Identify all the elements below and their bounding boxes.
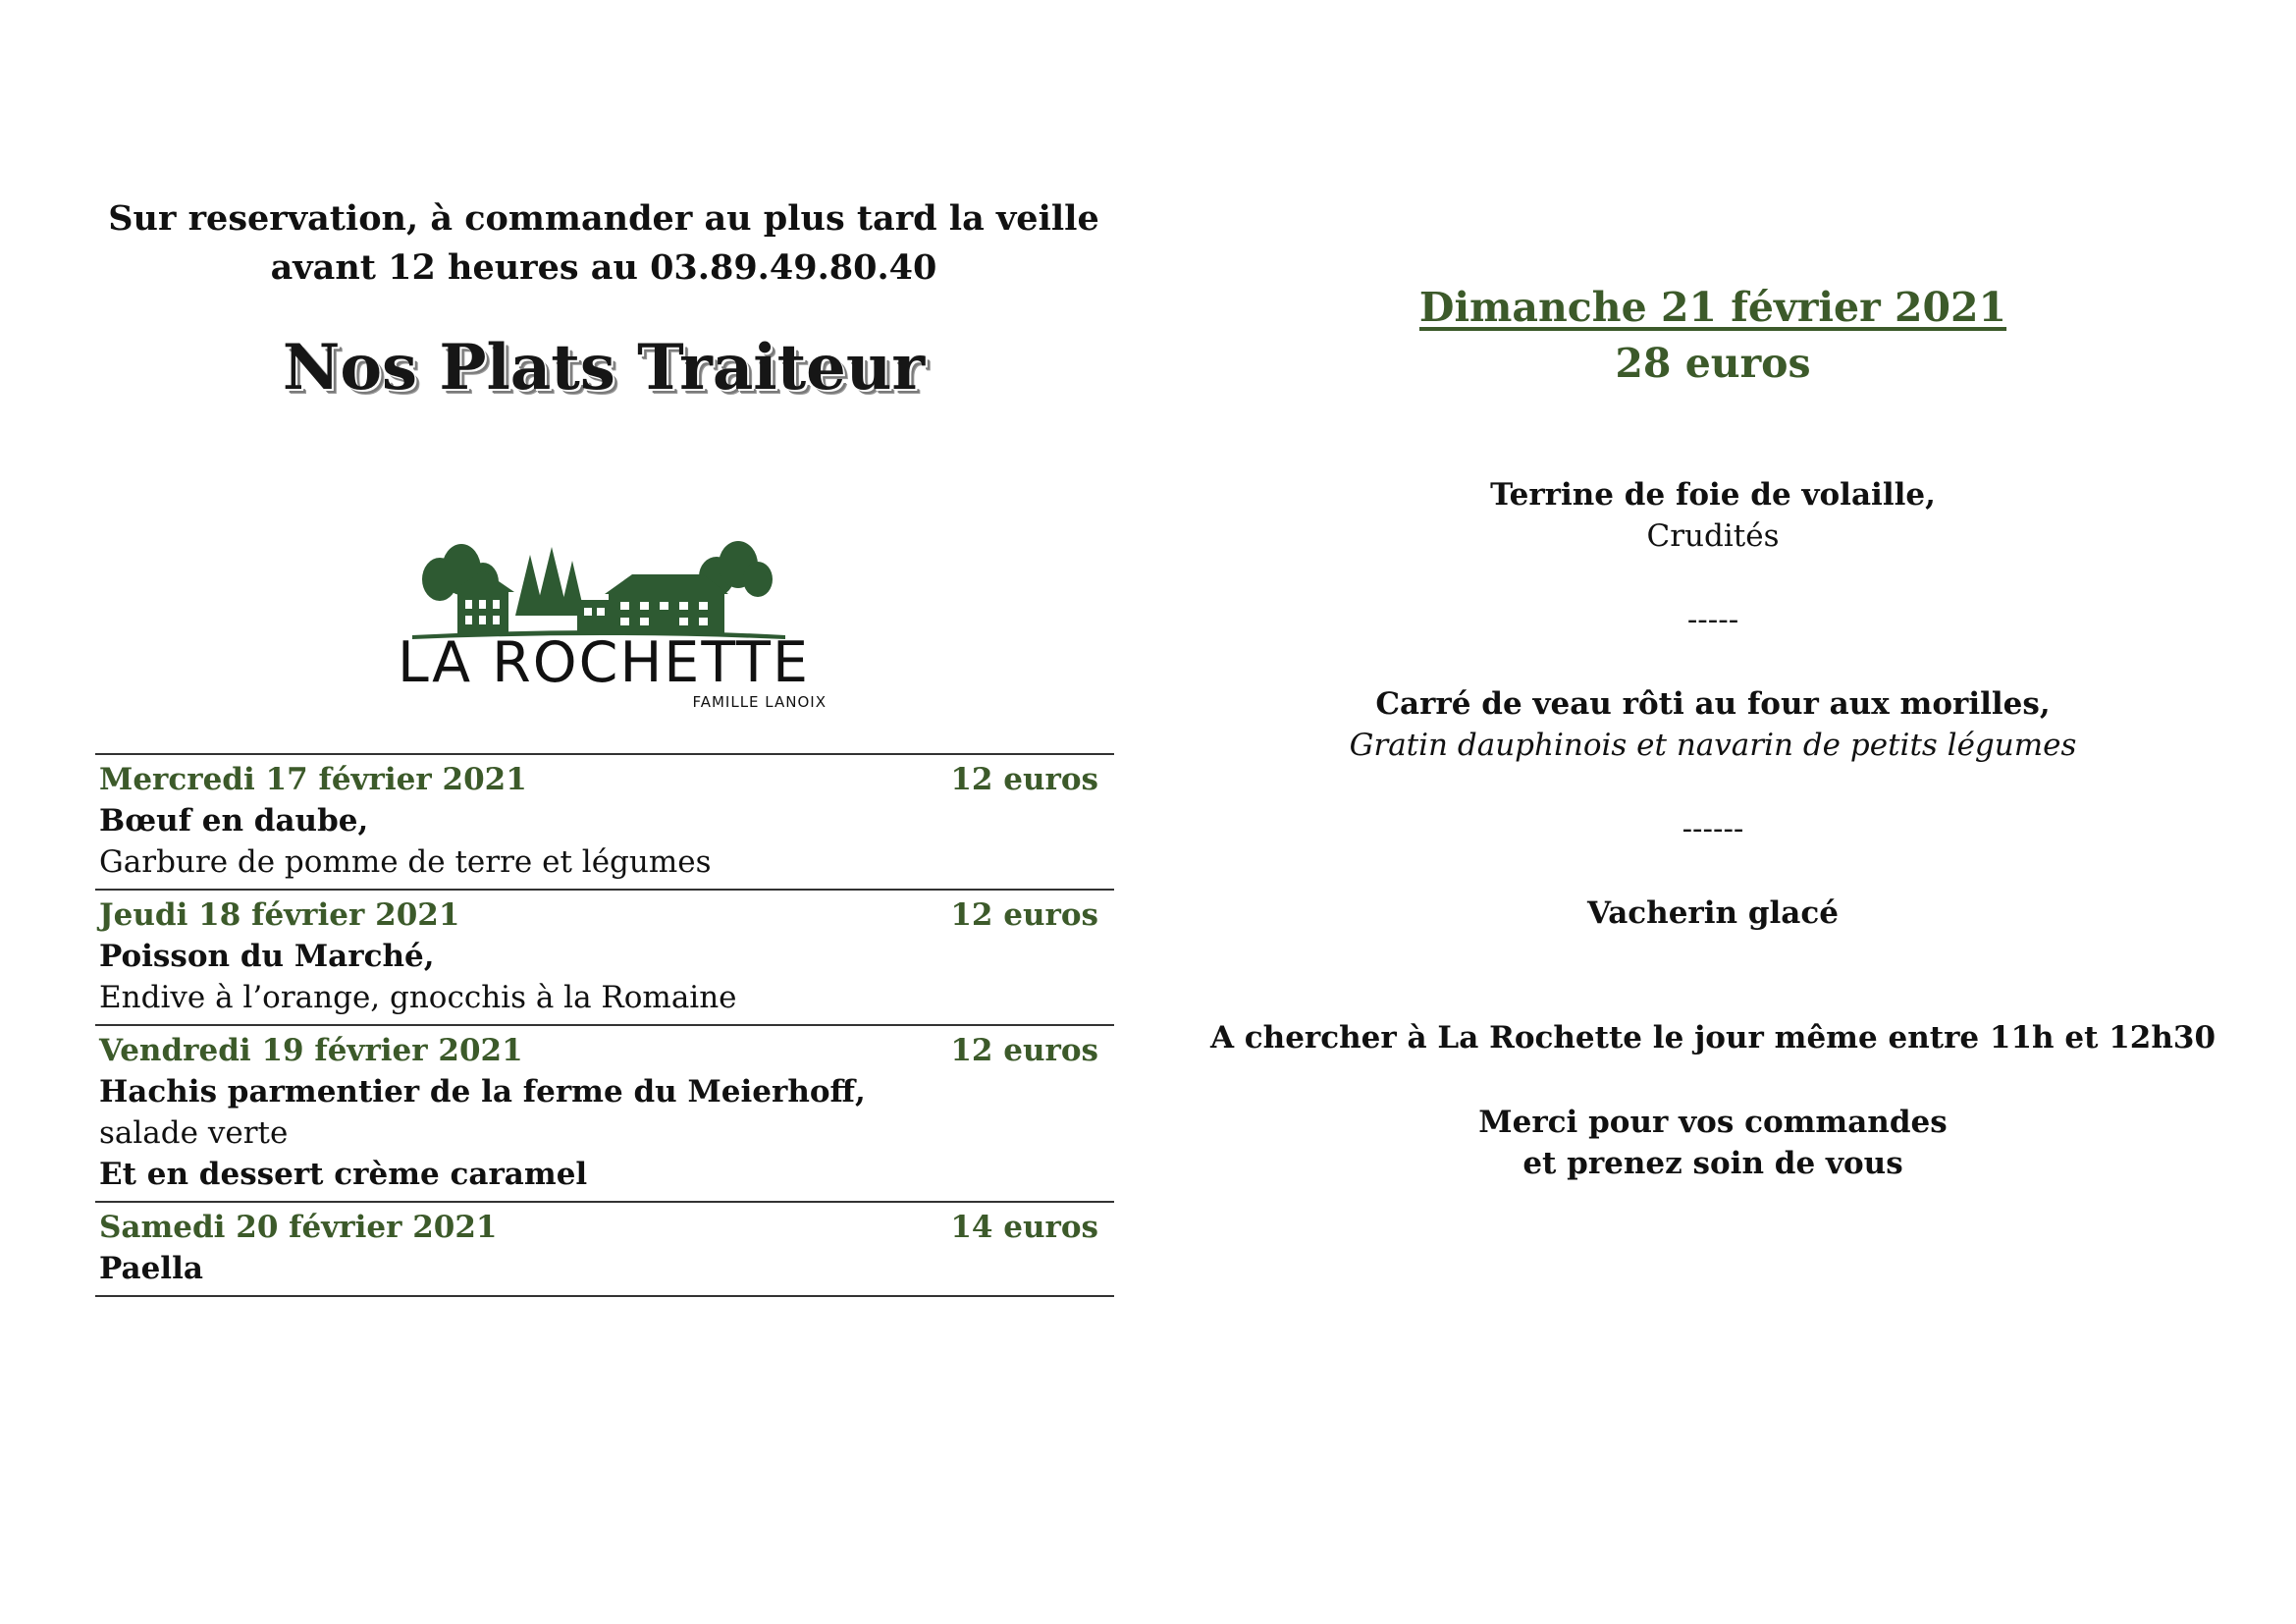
dish-main: Hachis parmentier de la ferme du Meierhoff, bbox=[99, 1074, 866, 1110]
dish-main: Poisson du Marché, bbox=[99, 939, 435, 974]
pickup-info: A chercher à La Rochette le jour même entre 11h et 12h30 bbox=[1209, 1020, 2216, 1056]
dish-side: Garbure de pomme de terre et légumes bbox=[99, 844, 712, 880]
dish-main: Paella bbox=[99, 1251, 203, 1286]
dish-side: Endive à l’orange, gnocchis à la Romaine bbox=[99, 980, 737, 1015]
day-row-wednesday bbox=[95, 753, 1114, 889]
sunday-date: Dimanche 21 février 2021 bbox=[1418, 284, 2007, 331]
day-price: 14 euros bbox=[950, 1210, 1098, 1245]
day-title: Mercredi 17 février 2021 bbox=[99, 762, 527, 797]
reservation-line-2: avant 12 heures au 03.89.49.80.40 bbox=[270, 247, 937, 288]
separator: ----- bbox=[1686, 602, 1739, 637]
separator: ------ bbox=[1682, 811, 1744, 846]
sunday-main: Carré de veau rôti au four aux morilles, bbox=[1375, 686, 2051, 722]
dish-dessert: Et en dessert crème caramel bbox=[99, 1157, 588, 1192]
day-price: 12 euros bbox=[950, 1033, 1098, 1068]
sunday-main-side: Gratin dauphinois et navarin de petits légumes bbox=[1349, 728, 2077, 763]
dish-main: Bœuf en daube, bbox=[99, 803, 369, 839]
day-row-friday bbox=[95, 1024, 1114, 1201]
logo-wordmark: LA ROCHETTE bbox=[398, 630, 810, 695]
page-title: Nos Plats Traiteur bbox=[282, 331, 926, 405]
day-title: Samedi 20 février 2021 bbox=[99, 1210, 498, 1245]
day-price: 12 euros bbox=[950, 762, 1098, 797]
sunday-price: 28 euros bbox=[1615, 340, 1811, 387]
day-price: 12 euros bbox=[950, 897, 1098, 933]
day-row-saturday bbox=[95, 1201, 1114, 1297]
reservation-line-1: Sur reservation, à commander au plus tard la veille bbox=[108, 198, 1099, 239]
logo-subtitle: FAMILLE LANOIX bbox=[692, 693, 827, 711]
thanks-line-2: et prenez soin de vous bbox=[1522, 1146, 1903, 1181]
day-row-thursday bbox=[95, 889, 1114, 1024]
weekday-menu-table bbox=[95, 753, 1114, 1297]
reservation-notice bbox=[98, 194, 1109, 293]
thanks-line-1: Merci pour vos commandes bbox=[1478, 1105, 1948, 1140]
day-title: Vendredi 19 février 2021 bbox=[99, 1033, 523, 1068]
sunday-starter: Terrine de foie de volaille, bbox=[1490, 477, 1936, 513]
sunday-dessert: Vacherin glacé bbox=[1586, 895, 1839, 931]
day-title: Jeudi 18 février 2021 bbox=[99, 897, 460, 933]
sunday-starter-side: Crudités bbox=[1646, 518, 1780, 554]
dish-side: salade verte bbox=[99, 1115, 289, 1151]
sunday-header bbox=[1207, 280, 2218, 392]
